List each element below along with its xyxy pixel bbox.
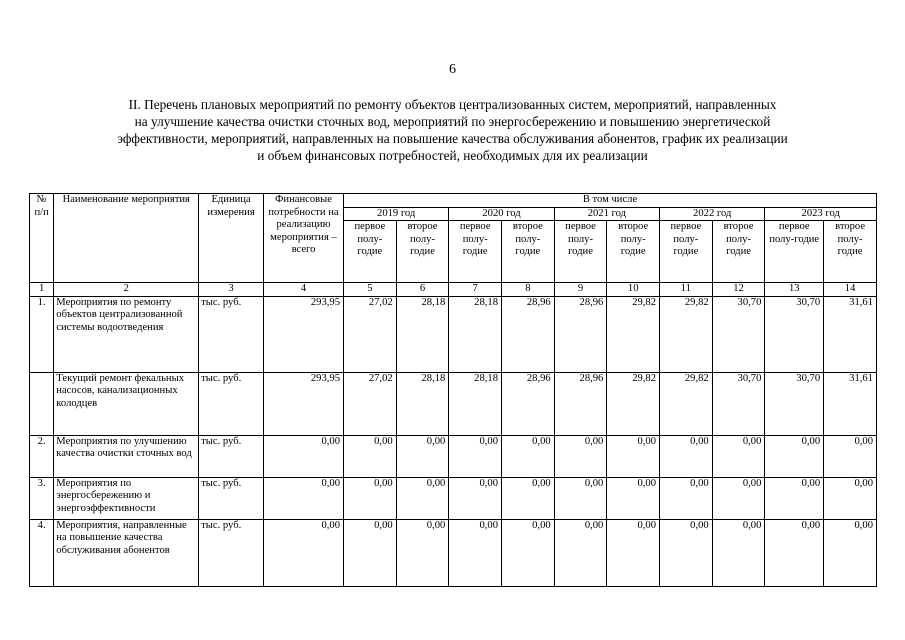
header-year: 2023 год (765, 207, 877, 221)
row-value: 30,70 (765, 372, 824, 435)
column-number: 1 (30, 283, 54, 297)
title-line: на улучшение качества очистки сточных вод, мероприятий по энергосбережению и повышению энергетической (134, 114, 771, 129)
header-first-half: первое полу-годие (344, 221, 397, 283)
row-value: 0,00 (554, 477, 607, 519)
header-including: В том числе (344, 194, 877, 208)
row-value: 27,02 (344, 372, 397, 435)
row-unit: тыс. руб. (199, 435, 264, 477)
row-unit: тыс. руб. (199, 477, 264, 519)
column-number: 4 (263, 283, 343, 297)
row-value: 29,82 (660, 296, 713, 372)
row-unit: тыс. руб. (199, 519, 264, 586)
row-value: 0,00 (660, 477, 713, 519)
row-value: 0,00 (554, 519, 607, 586)
header-finance: Финансовые потребности на реализацию мероприятия – всего (263, 194, 343, 283)
row-value: 0,00 (396, 519, 449, 586)
column-number: 6 (396, 283, 449, 297)
row-value: 0,00 (607, 435, 660, 477)
row-name: Мероприятия, направленные на повышение качества обслуживания абонентов (54, 519, 199, 586)
column-number: 7 (449, 283, 502, 297)
row-value: 27,02 (344, 296, 397, 372)
column-number: 10 (607, 283, 660, 297)
header-year: 2019 год (344, 207, 449, 221)
header-name: Наименование мероприятия (54, 194, 199, 283)
header-second-half: второе полу-годие (502, 221, 555, 283)
document-title (40, 96, 865, 164)
row-value: 0,00 (607, 477, 660, 519)
row-number: 2. (30, 435, 54, 477)
row-value: 28,96 (554, 296, 607, 372)
row-name: Текущий ремонт фекальных насосов, канализационных колодцев (54, 372, 199, 435)
row-value: 0,00 (396, 477, 449, 519)
column-number: 12 (712, 283, 765, 297)
row-value: 0,00 (824, 477, 877, 519)
title-line: и объем финансовых потребностей, необходимых для их реализации (257, 148, 648, 163)
page-number: 6 (449, 62, 456, 77)
table-row (30, 477, 877, 519)
row-value: 28,96 (554, 372, 607, 435)
row-unit: тыс. руб. (199, 372, 264, 435)
header-year: 2020 год (449, 207, 554, 221)
row-value: 0,00 (712, 477, 765, 519)
row-total: 293,95 (263, 296, 343, 372)
header-num: № п/п (30, 194, 54, 283)
row-value: 0,00 (607, 519, 660, 586)
row-value: 31,61 (824, 372, 877, 435)
row-name: Мероприятия по энергосбережению и энергоэффективности (54, 477, 199, 519)
row-value: 0,00 (765, 435, 824, 477)
table-row (30, 519, 877, 586)
row-total: 0,00 (263, 435, 343, 477)
row-number: 3. (30, 477, 54, 519)
column-number: 13 (765, 283, 824, 297)
header-year: 2022 год (660, 207, 765, 221)
table-row (30, 435, 877, 477)
row-value: 0,00 (344, 519, 397, 586)
header-second-half: второе полу-годие (396, 221, 449, 283)
row-value: 0,00 (502, 435, 555, 477)
row-value: 30,70 (712, 296, 765, 372)
row-value: 0,00 (712, 435, 765, 477)
row-value: 0,00 (660, 435, 713, 477)
row-name: Мероприятия по ремонту объектов централизованной системы водоотведения (54, 296, 199, 372)
column-number: 9 (554, 283, 607, 297)
row-value: 30,70 (712, 372, 765, 435)
row-value: 0,00 (396, 435, 449, 477)
table-row (30, 372, 877, 435)
row-total: 0,00 (263, 519, 343, 586)
row-value: 28,18 (396, 372, 449, 435)
header-year: 2021 год (554, 207, 659, 221)
column-number: 8 (502, 283, 555, 297)
row-value: 0,00 (824, 519, 877, 586)
column-number: 2 (54, 283, 199, 297)
header-first-half: первое полу-годие (554, 221, 607, 283)
row-value: 0,00 (660, 519, 713, 586)
row-value: 0,00 (449, 477, 502, 519)
row-number: 1. (30, 296, 54, 372)
row-name: Мероприятия по улучшению качества очистки сточных вод (54, 435, 199, 477)
row-value: 0,00 (824, 435, 877, 477)
row-value: 28,96 (502, 296, 555, 372)
row-value: 0,00 (449, 435, 502, 477)
header-unit: Единица измерения (199, 194, 264, 283)
row-value: 0,00 (502, 519, 555, 586)
row-number: 4. (30, 519, 54, 586)
row-unit: тыс. руб. (199, 296, 264, 372)
row-value: 28,18 (449, 296, 502, 372)
column-number: 5 (344, 283, 397, 297)
title-line: эффективности, мероприятий, направленных на повышение качества обслуживания абонентов, график их реализации (117, 131, 788, 146)
column-number: 14 (824, 283, 877, 297)
row-value: 0,00 (344, 477, 397, 519)
row-value: 28,96 (502, 372, 555, 435)
header-second-half: второе полу-годие (607, 221, 660, 283)
row-value: 30,70 (765, 296, 824, 372)
row-value: 28,18 (449, 372, 502, 435)
header-second-half: второе полу-годие (712, 221, 765, 283)
header-first-half: первое полу-годие (660, 221, 713, 283)
header-second-half: второе полу-годие (824, 221, 877, 283)
row-value: 0,00 (765, 519, 824, 586)
row-value: 0,00 (712, 519, 765, 586)
header-first-half: первое полу-годие (449, 221, 502, 283)
plan-table (29, 193, 877, 587)
row-value: 29,82 (660, 372, 713, 435)
row-value: 0,00 (554, 435, 607, 477)
column-number: 11 (660, 283, 713, 297)
row-value: 0,00 (449, 519, 502, 586)
row-value: 28,18 (396, 296, 449, 372)
title-line: II. Перечень плановых мероприятий по ремонту объектов централизованных систем, мероприятий, направленных (128, 97, 777, 112)
row-value: 0,00 (765, 477, 824, 519)
column-number: 3 (199, 283, 264, 297)
row-value: 31,61 (824, 296, 877, 372)
row-value: 0,00 (502, 477, 555, 519)
header-first-half: первое полу-годие (765, 221, 824, 283)
row-total: 293,95 (263, 372, 343, 435)
row-value: 29,82 (607, 372, 660, 435)
row-value: 29,82 (607, 296, 660, 372)
row-value: 0,00 (344, 435, 397, 477)
row-number (30, 372, 54, 435)
table-row (30, 296, 877, 372)
row-total: 0,00 (263, 477, 343, 519)
